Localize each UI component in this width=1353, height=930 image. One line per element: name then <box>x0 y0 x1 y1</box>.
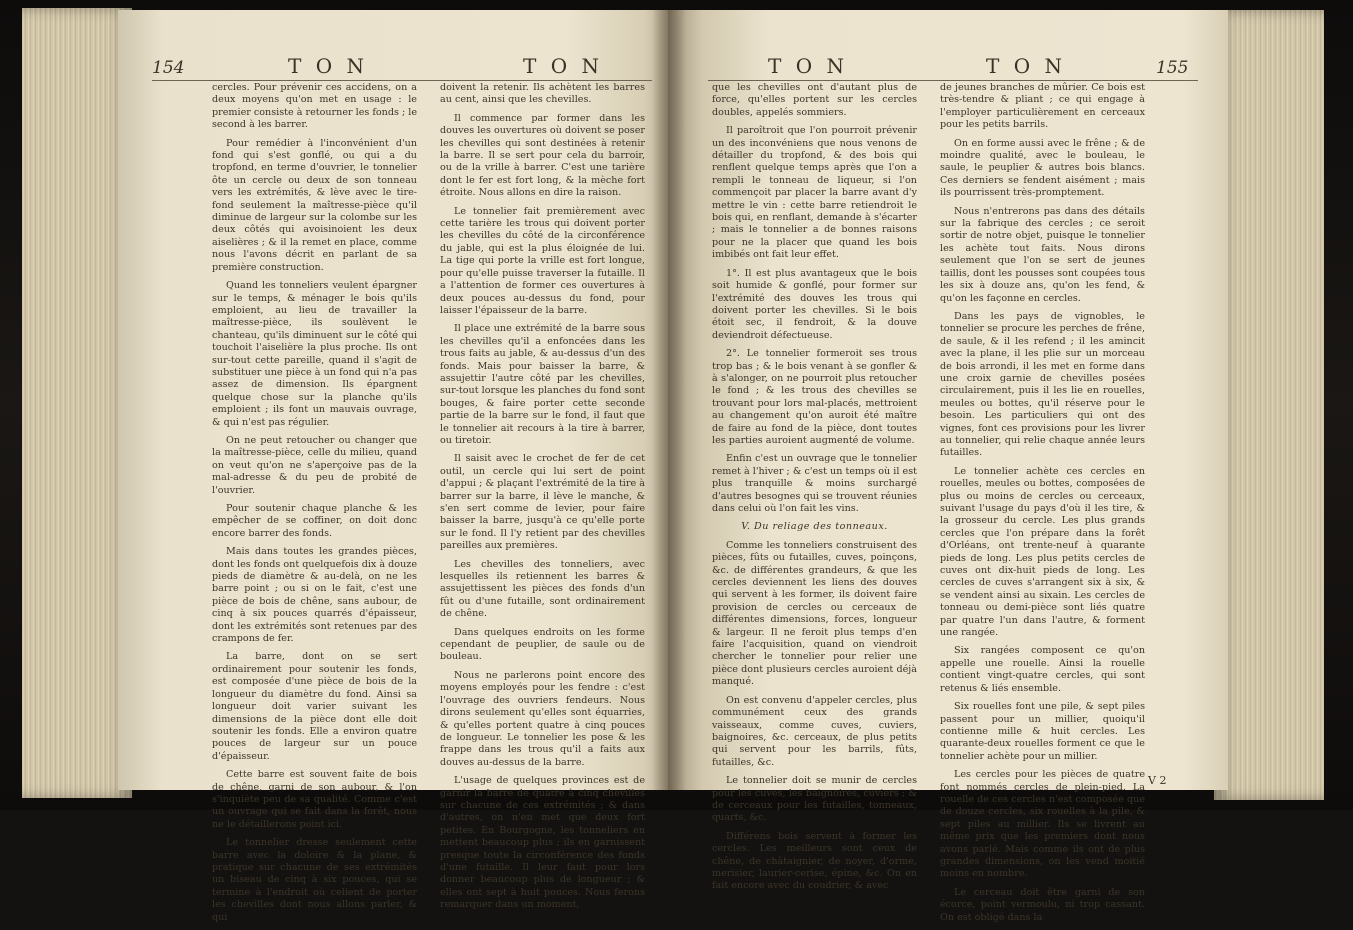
paragraph: Cette barre est souvent faite de bois de chêne, garni de son aubour, & l'on s'inquiète peu de sa qualité. Comme c'est un ouvrage qui se fait dans la forêt, nous ne le détaillerons point ici. <box>212 769 417 830</box>
paragraph: Le cerceau doit être garni de son écorce, point vermoulu, ni trop cassant. On est obligé dans la <box>940 886 1145 923</box>
right-column-2 <box>940 82 1145 930</box>
left-page <box>118 10 678 923</box>
paragraph: Le tonnelier doit se munir de cercles pour les cuves, les baignoires, cuviers ; & de cerceaux pour les futailles, tonneaux, quarts, &c. <box>712 775 917 824</box>
header-rule <box>708 80 1198 81</box>
paragraph: 1°. Il est plus avantageux que le bois soit humide & gonflé, pour former sur l'extrémité des douves les trous qui doivent porter les chevilles. Si le bois étoit sec, il fendroit, & la douve deviendroit défectueuse. <box>712 267 917 341</box>
paragraph: Le tonnelier achète ces cercles en rouelles, meules ou bottes, composées de plus ou moins de cercles ou cerceaux, suivant l'usage du pays d'où il les tire, & la grosseur du cercle. Les plus grands cercles que l'on prépare dans la forêt d'Orléans, ont trente-neuf à quarante pieds de long. Les plus petits cercles de cuves ont dix-huit pieds de long. Les cercles de cuves s'arrangent six à six, & se vendent ainsi au sixain. Les cercles de tonneau ou demi-pièce sont liés quatre par quatre l'un dans l'autre, & forment une rangée. <box>940 465 1145 639</box>
header-rule <box>152 80 652 81</box>
paragraph: Dans les pays de vignobles, le tonnelier se procure les perches de frêne, de saule, & il les refend ; il les amincit avec la plane, il les plie sur un morceau de bois arrondi, il les met en forme dans une croix garnie de chevilles posées circulairement, puis il les lie en rouelles, meules ou bottes, qu'il réserve pour le besoin. Les particuliers qui ont des vignes, font ces provisions pour les livrer au tonnelier, qui relie chaque année leurs futailles. <box>940 310 1145 459</box>
running-head-right-2: T O N <box>986 54 1066 78</box>
running-head-right-1: T O N <box>768 54 848 78</box>
paragraph: L'usage de quelques provinces est de garnir la barre de quatre à cinq chevilles sur chacune de ces extrémités ; & dans d'autres, on n'en met que deux fort petites. En Bourgogne, les tonneliers en mettent beaucoup plus ; ils en garnissent presque toute la circonférence des fonds d'une futaille. Il leur faut pour lors donner beaucoup plus de longueur ; & elles ont sept à huit pouces. Nous ferons remarquer dans un moment, <box>440 775 645 911</box>
paragraph: Nous ne parlerons point encore des moyens employés pour les fendre : c'est l'ouvrage des ouvriers fendeurs. Nous dirons seulement qu'elles sont équarries, & qu'elles portent quatre à cinq pouces de longueur. Le tonnelier les pose & les frappe dans les trous qu'il a faits aux douves au-dessus de la barre. <box>440 669 645 768</box>
running-head-left-2: T O N <box>523 54 603 78</box>
paragraph: Les cercles pour les pièces de quatre font nommés cercles de plein-pied. La rouelle de ces cercles n'est composée que de douze cercles, six rouelles à la pile, & sept piles au millier. Ils se livrent au même prix que les premiers dont nous avons parlé. Mais comme ils ont de plus grandes dimensions, on les vend moitié moins en nombre. <box>940 769 1145 880</box>
paragraph: Pour remédier à l'inconvénient d'un fond qui s'est gonflé, ou qui a du tropfond, en terme d'ouvrier, le tonnelier ôte un cercle ou deux de son tonneau vers les extrémités, & lève avec le tire-fond seulement la maîtresse-pièce qu'il diminue de largeur sur la colombe sur les deux côtés qui avoisinoient les deux aiselières ; & il la remet en place, comme nous l'avons décrit en parlant de sa première construction. <box>212 137 417 273</box>
paragraph: Dans quelques endroits on les forme cependant de peuplier, de saule ou de bouleau. <box>440 626 645 663</box>
paragraph: Le tonnelier fait premièrement avec cette tarière les trous qui doivent porter les chevilles du côté de la circonférence du jable, qui est la plus éloignée de lui. La tige qui porte la vrille est fort longue, pour qu'elle puisse traverser la futaille. Il a l'attention de former ces ouvertures à deux pouces au-dessus du fond, pour laisser l'épaisseur de la barre. <box>440 205 645 316</box>
paragraph: Pour soutenir chaque planche & les empêcher de se coffiner, on doit donc encore barrer des fonds. <box>212 503 417 539</box>
paragraph: 2°. Le tonnelier formeroit ses trous trop bas ; & le bois venant à se gonfler & à s'alonger, on ne pourroit plus retoucher le fond ; & les trous des chevilles se trouvant pour lors mal-placés, mettroient au changement qu'on auroit été maître de faire au fond de la pièce, dont toutes les parties auroient augmenté de volume. <box>712 348 917 446</box>
left-page-edges <box>22 8 132 798</box>
right-page <box>668 10 1228 923</box>
paragraph: Il commence par former dans les douves les ouvertures où doivent se poser les chevilles qui sont destinées à retenir la barre. Il se sert pour cela du barroir, ou de la vrille à barrer. C'est une tarière dont le fer est fort long, & la mèche fort étroite. Nous allons en dire la raison. <box>440 112 645 199</box>
paragraph: de jeunes branches de mûrier. Ce bois est très-tendre & pliant ; ce qui engage à l'employer particulièrement en cerceaux pour les petits barrils. <box>940 82 1145 131</box>
paragraph: Nous n'entrerons pas dans des détails sur la fabrique des cercles ; ce seroit sortir de notre objet, puisque le tonnelier les achète tout faits. Nous dirons seulement que l'on se sert de jeunes taillis, dont les pousses sont coupées tous les six à douze ans, qu'on les fend, & qu'on les façonne en cercles. <box>940 205 1145 304</box>
page-number-left: 154 <box>152 58 185 78</box>
paragraph: Comme les tonneliers construisent des pièces, fûts ou futailles, cuves, poinçons, &c. de différentes grandeurs, & que les cercles deviennent les liens des douves qui servent à les former, ils doivent faire provision de cercles ou cerceaux de différentes dimensions, forces, longueur & largeur. Il ne feroit plus temps d'en faire l'acquisition, quand on viendroit chercher le tonnelier pour relier une pièce dont plusieurs cercles auroient déjà manqué. <box>712 539 917 688</box>
paragraph: cercles. Pour prévenir ces accidens, on a deux moyens qu'on met en usage : le premier consiste à retourner les fonds ; le second à les barrer. <box>212 82 417 131</box>
paragraph: Six rouelles font une pile, & sept piles passent pour un millier, quoiqu'il contienne mille & huit cercles. Les quarante-deux rouelles forment ce que le tonnelier achète pour un millier. <box>940 701 1145 762</box>
left-column-1 <box>212 82 417 930</box>
left-column-2 <box>440 82 645 918</box>
paragraph: Il saisit avec le crochet de fer de cet outil, un cercle qui lui sert de point d'appui ; & plaçant l'extrémité de la tire à barrer sur la barre, il lève le manche, & s'en sert comme de levier, pour faire baisser la barre, jusqu'à ce qu'elle porte sur le fond. Il l'y retient par des chevilles pareilles aux premières. <box>440 453 645 552</box>
paragraph: Différens bois servent à former les cercles. Les meilleurs sont ceux de chêne, de châtaignier, de noyer, d'orme, merisier, laurier-cerise, épine, &c. On en fait encore avec du coudrier, & avec <box>712 830 917 892</box>
paragraph: Mais dans toutes les grandes pièces, dont les fonds ont quelquefois dix à douze pieds de diamètre & au-delà, on ne les barre point ; ou si on le fait, c'est une pièce de bois de chêne, sans aubour, de cinq à six pouces quarrés d'épaisseur, dont les extrémités sont retenues par des crampons de fer. <box>212 546 417 645</box>
paragraph: Le tonnelier dresse seulement cette barre avec la doloire & la plane, & pratique sur chacune de ses extrémités un biseau de cinq à six pouces, qui se termine à l'endroit où celient de porter les chevilles dont nous allons parler, & qui <box>212 837 417 923</box>
paragraph: On est convenu d'appeler cercles, plus communément ceux des grands vaisseaux, comme cuves, cuviers, baignoires, &c. cerceaux, de plus petits qui servent pour les barrils, fûts, futailles, &c. <box>712 694 917 768</box>
paragraph: que les chevilles ont d'autant plus de force, qu'elles portent sur les cercles doubles, appelés sommiers. <box>712 82 917 118</box>
right-column-1 <box>712 82 917 899</box>
paragraph: Enfin c'est un ouvrage que le tonnelier remet à l'hiver ; & c'est un temps où il est plus tranquille & moins surchargé d'autres besognes qui se trouvent réunies dans celui où l'on fait les vins. <box>712 453 917 514</box>
book-gutter <box>652 10 686 790</box>
paragraph: On en forme aussi avec le frêne ; & de moindre qualité, avec le bouleau, le saule, le peuplier & autres bois blancs. Ces derniers se fendent aisément ; mais ils pourrissent très-promptement. <box>940 137 1145 199</box>
paragraph: Il place une extrémité de la barre sous les chevilles qu'il a enfoncées dans les trous faits au jable, & au-dessus d'un des fonds. Mais pour baisser la barre, & assujettir l'autre côté par les chevilles, sur-tout lorsque les planches du fond sont bouges, & faire porter cette seconde partie de la barre sur le fond, il faut que le tonnelier ait recours à la tire à barrer, ou tiretoir. <box>440 323 645 446</box>
paragraph: On ne peut retoucher ou changer que la maîtresse-pièce, celle du milieu, quand on veut qu'on ne s'aperçoive pas de la mal-adresse & du peu de probité de l'ouvrier. <box>212 434 417 496</box>
section-heading: V. Du reliage des tonneaux. <box>741 521 888 533</box>
paragraph: doivent la retenir. Ils achètent les barres au cent, ainsi que les chevilles. <box>440 82 645 106</box>
running-head-left-1: T O N <box>288 54 368 78</box>
paragraph: Six rangées composent ce qu'on appelle une rouelle. Ainsi la rouelle contient vingt-quatre cercles, qui sont retenus & liés ensemble. <box>940 645 1145 694</box>
signature-mark: V 2 <box>1148 774 1167 787</box>
right-page-edges <box>1214 10 1324 800</box>
paragraph: Il paroîtroit que l'on pourroit prévenir un des inconvéniens que nous venons de détailler du tropfond, & des bois qui renflent quelque temps après que l'on a rempli le tonneau de liqueur, si l'on commençoit par placer la barre avant d'y mettre le vin : cette barre retiendroit le bois qui, en renflant, demande à s'écarter ; mais le tonnelier a de bonnes raisons pour ne la placer que quand les bois imbibés ont fait leur effet. <box>712 125 917 261</box>
page-number-right: 155 <box>1156 58 1189 78</box>
paragraph: La barre, dont on se sert ordinairement pour soutenir les fonds, est composée d'une pièce de bois de la longueur du diamètre du fond. Ainsi sa longueur doit varier suivant les dimensions de la pièce dont elle doit soutenir les fonds. Elle a environ quatre pouces de largeur sur un pouce d'épaisseur. <box>212 651 417 762</box>
paragraph: Les chevilles des tonneliers, avec lesquelles ils retiennent les barres & assujettissent les pièces des fonds d'un fût ou d'une futaille, sont ordinairement de chêne. <box>440 558 645 620</box>
paragraph: Quand les tonneliers veulent épargner sur le temps, & ménager le bois qu'ils emploient, au lieu de travailler la maîtresse-pièce, ils soulèvent le chanteau, qu'ils diminuent sur le côté qui touchoit l'aiselière la plus proche. Ils ont sur-tout cette pareille, quand il s'agit de substituer une pièce à un fond qui n'a pas assez de dimension. Ils épargnent quelque chose sur la planche qu'ils emploient ; ils font un mauvais ouvrage, & qui n'est pas régulier. <box>212 280 417 428</box>
